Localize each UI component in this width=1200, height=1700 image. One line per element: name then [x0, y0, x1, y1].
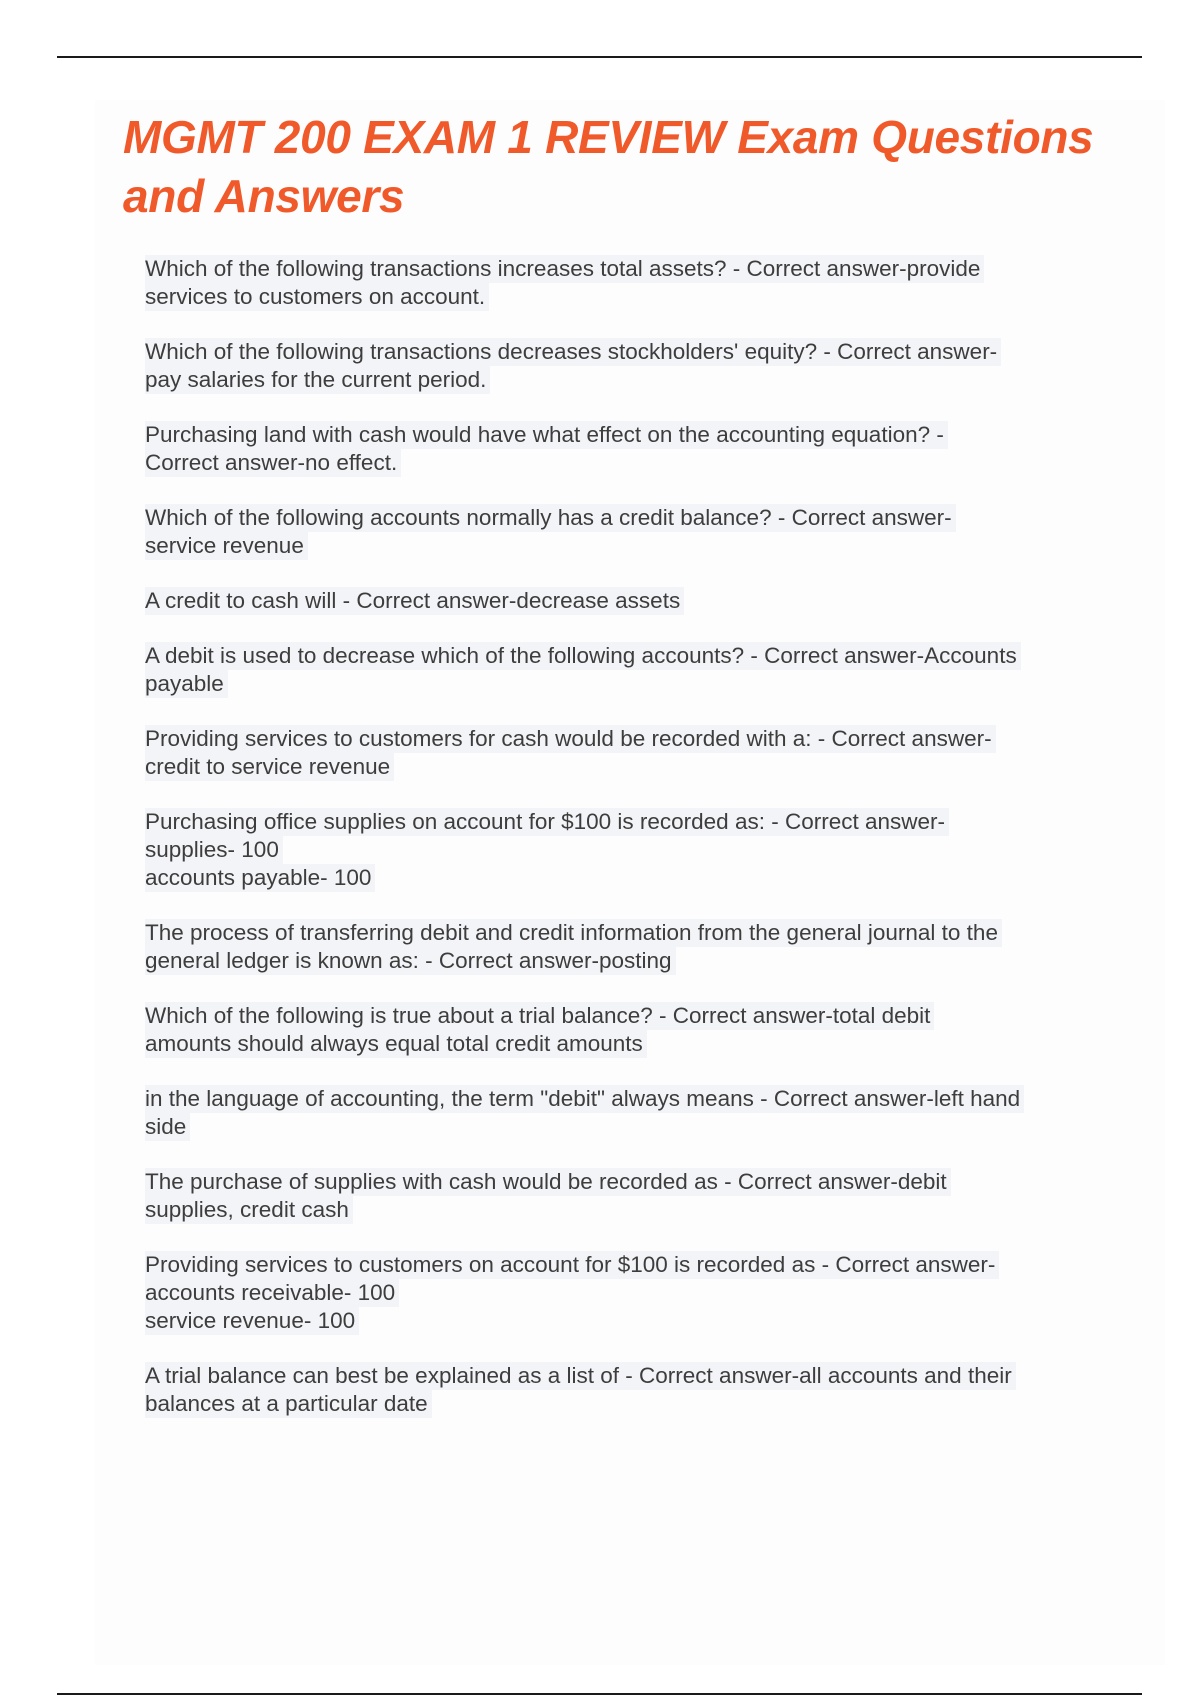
qa-line: supplies, credit cash — [145, 1196, 353, 1224]
qa-line: amounts should always equal total credit amounts — [145, 1030, 647, 1058]
qa-line: Providing services to customers on account for $100 is recorded as - Correct answer- — [145, 1251, 999, 1279]
qa-line: service revenue — [145, 532, 308, 560]
qa-line: pay salaries for the current period. — [145, 366, 490, 394]
qa-line: Which of the following is true about a trial balance? - Correct answer-total debit — [145, 1002, 934, 1030]
qa-line: Which of the following transactions increases total assets? - Correct answer-provide — [145, 255, 984, 283]
qa-item — [145, 504, 1090, 560]
qa-line: services to customers on account. — [145, 283, 489, 311]
qa-item — [145, 1362, 1090, 1418]
qa-item — [145, 1085, 1090, 1141]
qa-line: service revenue- 100 — [145, 1307, 359, 1335]
qa-list — [145, 255, 1090, 1445]
qa-line: A credit to cash will - Correct answer-decrease assets — [145, 587, 684, 615]
qa-item — [145, 642, 1090, 698]
qa-line: A debit is used to decrease which of the following accounts? - Correct answer-Accounts — [145, 642, 1021, 670]
qa-line: Purchasing office supplies on account for $100 is recorded as: - Correct answer- — [145, 808, 949, 836]
qa-line: The purchase of supplies with cash would be recorded as - Correct answer-debit — [145, 1168, 951, 1196]
bottom-rule — [57, 1693, 1142, 1695]
qa-line: Correct answer-no effect. — [145, 449, 401, 477]
qa-line: side — [145, 1113, 190, 1141]
qa-line: Purchasing land with cash would have what effect on the accounting equation? - — [145, 421, 948, 449]
qa-item — [145, 808, 1090, 892]
qa-item — [145, 1002, 1090, 1058]
qa-line: Which of the following transactions decreases stockholders' equity? - Correct answer- — [145, 338, 1001, 366]
qa-line: in the language of accounting, the term "debit" always means - Correct answer-left hand — [145, 1085, 1024, 1113]
qa-item — [145, 255, 1090, 311]
qa-item — [145, 421, 1090, 477]
qa-item — [145, 338, 1090, 394]
qa-item — [145, 1168, 1090, 1224]
qa-item — [145, 919, 1090, 975]
qa-item — [145, 587, 1090, 615]
qa-line: payable — [145, 670, 228, 698]
qa-item — [145, 1251, 1090, 1335]
qa-line: accounts receivable- 100 — [145, 1279, 399, 1307]
qa-line: credit to service revenue — [145, 753, 394, 781]
qa-line: general ledger is known as: - Correct answer-posting — [145, 947, 676, 975]
qa-line: A trial balance can best be explained as a list of - Correct answer-all accounts and their — [145, 1362, 1016, 1390]
qa-line: accounts payable- 100 — [145, 864, 375, 892]
qa-line: supplies- 100 — [145, 836, 283, 864]
qa-line: Which of the following accounts normally has a credit balance? - Correct answer- — [145, 504, 956, 532]
qa-line: The process of transferring debit and credit information from the general journal to the — [145, 919, 1002, 947]
document-title: MGMT 200 EXAM 1 REVIEW Exam Questions and Answers — [123, 111, 1094, 222]
top-rule — [57, 56, 1142, 58]
qa-line: balances at a particular date — [145, 1390, 432, 1418]
qa-line: Providing services to customers for cash would be recorded with a: - Correct answer- — [145, 725, 996, 753]
qa-item — [145, 725, 1090, 781]
